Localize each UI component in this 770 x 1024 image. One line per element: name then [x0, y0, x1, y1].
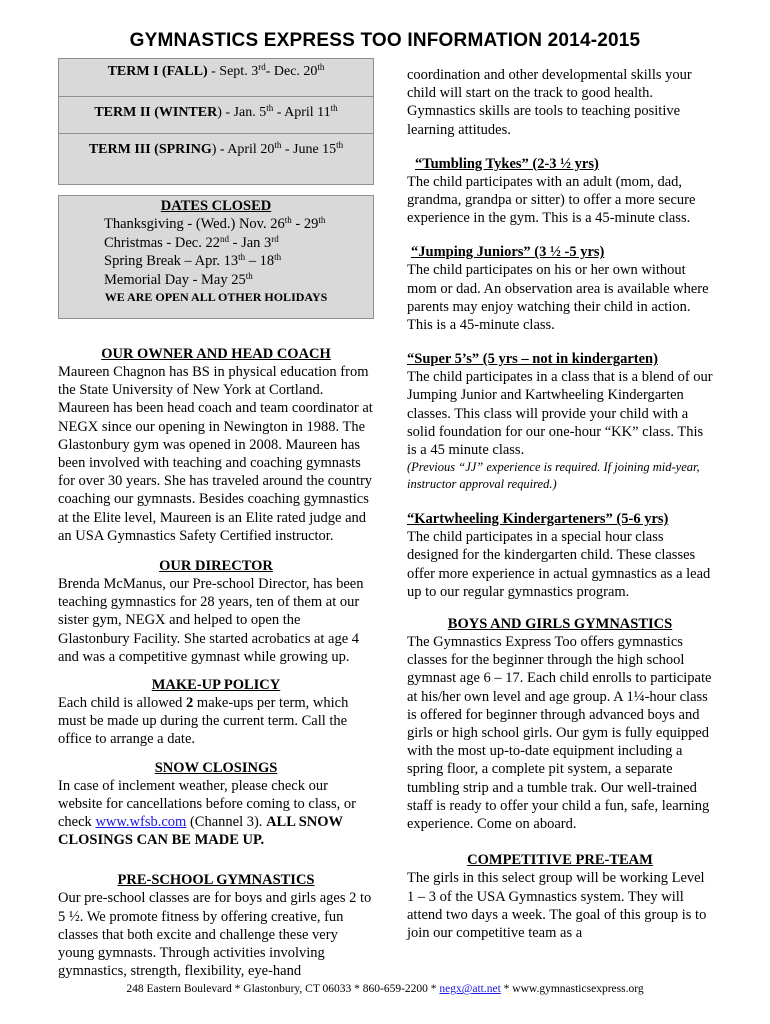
preschool-section [58, 871, 374, 980]
term-dates: - April 11 [273, 104, 331, 120]
closed-item: Spring Break – Apr. 13th – 18th [104, 252, 282, 269]
program-heading: “Kartwheeling Kindergarteners” (5-6 yrs) [407, 511, 669, 528]
term-sup: th [317, 62, 325, 72]
term-name: TERM III (SPRING [88, 142, 212, 157]
program-heading: “Jumping Juniors” (3 ½ -5 yrs) [411, 244, 605, 261]
term-sup: rd [258, 62, 266, 72]
term-name: TERM I (FALL) [107, 64, 208, 79]
dates-closed-list [69, 215, 363, 289]
footer-email-link[interactable]: negx@att.net [439, 983, 501, 995]
program-kartwheeling-kindergarteners [407, 510, 713, 601]
dates-closed-heading: DATES CLOSED [160, 198, 272, 214]
footer-website: * www.gymnasticsexpress.org [500, 983, 644, 995]
term-dates: - June 15 [281, 142, 337, 157]
open-holidays-note: WE ARE OPEN ALL OTHER HOLIDAYS [104, 290, 328, 304]
boys-girls-body: The Gymnastics Express Too offers gymnastics classes for the beginner through the high school gymnast age 6 – 17. Each child enrolls to participate at his/her own level and age group. A 1¼-hour class is offered for beginner through advanced boys and girls or high school girls. Our gym is fully equipped with the most up-to-date equipment including a spring floor, a complete pit system, a separate tumbling strip and a tumble trak. Our well-trained staff is ready to offer your child a fun, safe, learning experience. Come on aboard. [407, 634, 712, 833]
makeup-section [58, 676, 374, 749]
term-sup: th [266, 102, 274, 113]
term-dates: - Dec. 20 [265, 64, 318, 79]
program-note: (Previous “JJ” experience is required. If joining mid-year, instructor approval required.) [407, 460, 700, 491]
term-row [59, 134, 373, 184]
program-body: The child participates with an adult (mom, dad, grandma, grandpa or sitter) to offer a more secure experience in the gym. This is a 45-minute class. [407, 173, 696, 227]
term-dates: ) - Jan. 5 [217, 104, 267, 120]
program-body: The child participates in a special hour class designed for the kindergarten child. These classes offer more experience in actual gymnastics as a lead up to our regular gymnastics program. [407, 529, 711, 600]
owner-section [58, 345, 374, 545]
page-title: GYMNASTICS EXPRESS TOO INFORMATION 2014-2015 [129, 30, 641, 51]
terms-box [58, 58, 374, 185]
makeup-heading: MAKE-UP POLICY [151, 677, 281, 694]
left-column [58, 58, 374, 980]
closed-item: Christmas - Dec. 22nd - Jan 3rd [104, 233, 279, 251]
program-heading: “Super 5’s” (5 yrs – not in kindergarten) [407, 351, 658, 368]
snow-heading: SNOW CLOSINGS [154, 759, 278, 776]
preschool-heading: PRE-SCHOOL GYMNASTICS [117, 872, 315, 889]
term-dates: ) - April 20 [211, 142, 275, 157]
term-dates: - Sept. 3 [207, 64, 259, 79]
page-footer [0, 983, 770, 995]
footer-address: 248 Eastern Boulevard * Glastonbury, CT 06033 * 860-659-2200 * [126, 983, 440, 995]
director-section [58, 557, 374, 666]
snow-section [58, 759, 374, 850]
preschool-body-continued: coordination and other developmental skills your child will start on the track to good health. Gymnastics skills are tools to teaching positive learning attitudes. [407, 67, 692, 138]
program-body: The child participates on his or her own without mom or dad. An observation area is available where parents may enjoy watching their child in action. This is a 45-minute class. [407, 262, 709, 334]
term-row [59, 97, 373, 135]
program-tumbling-tykes [407, 155, 713, 228]
term-sup: th [274, 140, 282, 150]
preteam-body: The girls in this select group will be working Level 1 – 3 of the USA Gymnastics system. They will attend two days a week. The goal of this group is to join our competitive team as a [407, 870, 707, 941]
right-column [407, 66, 713, 942]
boys-girls-heading: BOYS AND GIRLS GYMNASTICS [447, 616, 673, 633]
program-jumping-juniors [407, 243, 713, 334]
preschool-body: Our pre-school classes are for boys and girls ages 2 to 5 ½. We promote fitness by offering creative, fun classes that both excite and challenge these very young gymnasts. Through activities involving gymnastics, strength, flexibility, eye-hand [58, 890, 372, 980]
term-name: TERM II (WINTER [94, 104, 218, 120]
dates-closed-box [58, 195, 374, 319]
makeup-body: Each child is allowed 2 make-ups per term, which must be made up during the current term. Call the office to arrange a date. [58, 695, 349, 748]
program-heading: “Tumbling Tykes” (2-3 ½ yrs) [415, 155, 599, 172]
owner-heading: OUR OWNER AND HEAD COACH [101, 346, 331, 362]
closed-item: Thanksgiving - (Wed.) Nov. 26th - 29th [104, 215, 326, 232]
director-heading: OUR DIRECTOR [159, 558, 273, 575]
program-super-fives [407, 350, 713, 492]
term-sup: th [336, 140, 344, 150]
preteam-section [407, 851, 713, 942]
owner-body: Maureen Chagnon has BS in physical education from the State University of New York at Cortland. Maureen has been head coach and team coordinator at NEGX since our opening in Newington in 1988. The Glastonbury gym was opened in 2008. Maureen has been involved with teaching and coaching gymnasts for over 30 years. She has traveled around the country coaching our gymnasts. Besides coaching gymnastics at the Elite level, Maureen is an Elite rated judge and an USA Gymnastics Safety Certified instructor. [58, 364, 373, 544]
wfsb-link[interactable]: www.wfsb.com [95, 814, 187, 831]
snow-body: In case of inclement weather, please check our website for cancellations before coming to class, or check www.wfsb.com (Channel 3). ALL SNOW CLOSINGS CAN BE MADE UP. [58, 777, 356, 849]
term-sup: th [330, 102, 338, 113]
director-body: Brenda McManus, our Pre-school Director, has been teaching gymnastics for 28 years, ten of them at our sister gym, NEGX and helped to open the Glastonbury Facility. She started acrobatics at age 4 and was a competitive gymnast while growing up. [58, 576, 364, 665]
preteam-heading: COMPETITIVE PRE-TEAM [467, 852, 653, 869]
boys-girls-section [407, 615, 713, 833]
closed-item: Memorial Day - May 25th [104, 270, 253, 288]
program-body: The child participates in a class that is a blend of our Jumping Junior and Kartwheeling Kindergarten classes. This class will provide your child with a solid foundation for our one-hour “KK” class. This is a 45 minute class. [407, 369, 713, 459]
term-row [59, 59, 373, 97]
